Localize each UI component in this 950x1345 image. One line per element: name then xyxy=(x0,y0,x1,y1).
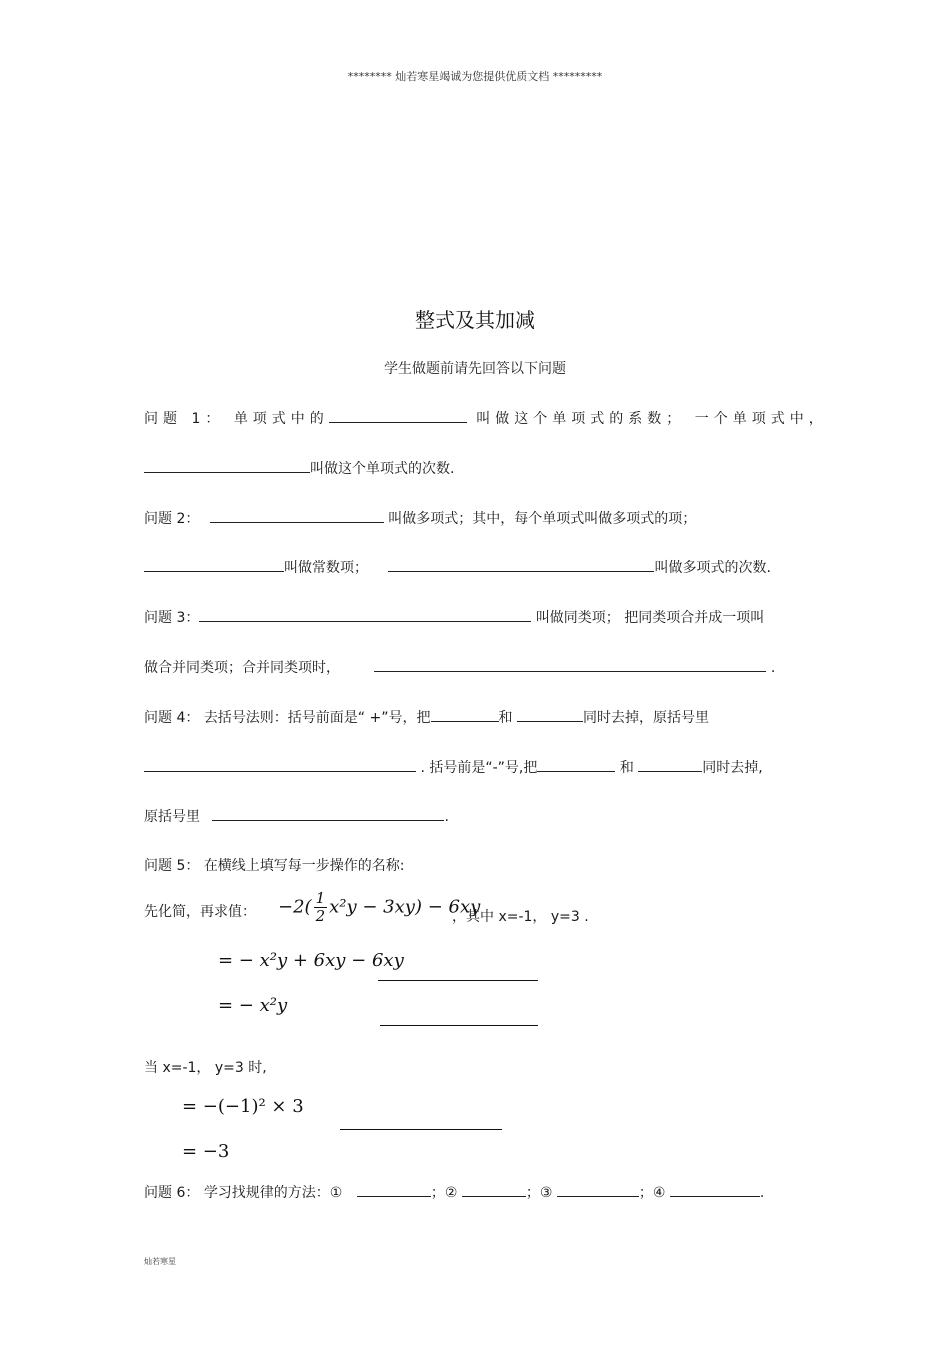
q6-blank-3[interactable] xyxy=(557,1182,639,1197)
q6-label: 问题 6： xyxy=(144,1185,200,1201)
q4-text-e: 和 xyxy=(619,760,634,776)
q5-condition: ，其中 x=-1， y=3 . xyxy=(452,909,589,925)
q5-step-1: = − x²y + 6xy − 6xy xyxy=(218,950,404,971)
q1-text-b: 叫做这个单项式的系数； 一个单项式中， xyxy=(476,411,828,427)
q5-line-1 xyxy=(144,856,405,876)
q6-end: . xyxy=(759,1185,765,1201)
q4-text-d: . 括号前是“-”号,把 xyxy=(420,760,538,776)
q4-text-c: 同时去掉，原括号里 xyxy=(582,710,709,726)
q2-text-c: 叫做多项式的次数. xyxy=(654,560,771,576)
q5-fraction-numerator: 1 xyxy=(315,889,326,907)
q1-line-2 xyxy=(144,458,454,479)
q4-label: 问题 4： xyxy=(144,710,200,726)
q6-sep-3: ；④ xyxy=(638,1185,666,1201)
q6-text-a: 学习找规律的方法：① xyxy=(203,1185,343,1201)
q4-line-3 xyxy=(144,806,449,827)
q2-text-a: 叫做多项式；其中，每个单项式叫做多项式的项； xyxy=(388,511,697,527)
q2-line-1 xyxy=(144,508,696,529)
q4-blank-1[interactable] xyxy=(431,707,499,722)
q2-blank-polynomial[interactable] xyxy=(210,508,384,523)
q1-blank-coefficient[interactable] xyxy=(329,408,467,423)
q6-blank-4[interactable] xyxy=(670,1182,760,1197)
q5-fraction xyxy=(314,890,328,925)
q2-line-2 xyxy=(144,557,771,578)
q2-blank-degree[interactable] xyxy=(388,557,654,572)
q5-expr-tail: x²y − 3xy) − 6xy xyxy=(329,896,481,918)
q2-text-b: 叫做常数项； xyxy=(284,560,368,576)
q5-label: 问题 5： xyxy=(144,858,200,874)
q4-line-2 xyxy=(144,757,763,778)
q3-blank-like-terms[interactable] xyxy=(199,607,531,622)
document-title: 整式及其加减 xyxy=(415,308,535,332)
page-header: ******** 灿若寒星竭诚为您提供优质文档 ********* xyxy=(347,70,603,83)
q4-text-h: . xyxy=(444,809,449,825)
q5-expression xyxy=(278,890,480,925)
q6-blank-1[interactable] xyxy=(357,1182,431,1197)
q5-step-4: = −3 xyxy=(182,1141,230,1162)
q3-line-2 xyxy=(144,657,775,678)
q4-blank-5[interactable] xyxy=(638,757,702,772)
q3-text-a: 叫做同类项； 把同类项合并成一项叫 xyxy=(535,610,765,626)
q5-step-2: = − x²y xyxy=(218,995,288,1016)
q2-blank-constant[interactable] xyxy=(144,557,284,572)
q5-step-3-blank[interactable] xyxy=(340,1129,502,1130)
q4-blank-6[interactable] xyxy=(212,806,444,821)
q6-sep-1: ；② xyxy=(430,1185,458,1201)
q5-expr-head: −2( xyxy=(278,896,312,918)
q5-prompt: 先化简，再求值： xyxy=(144,904,256,920)
q1-text-a: 单项式中的 xyxy=(233,411,329,427)
q5-when: 当 x=-1， y=3 时, xyxy=(144,1060,267,1076)
q5-fraction-denominator: 2 xyxy=(315,907,326,925)
q5-step-2-blank[interactable] xyxy=(380,1025,538,1026)
q5-step-1-blank[interactable] xyxy=(378,980,538,981)
q4-text-g: 原括号里 xyxy=(144,809,200,825)
document-subtitle: 学生做题前请先回答以下问题 xyxy=(384,361,566,377)
q1-line-1 xyxy=(144,408,828,429)
q3-text-b: 做合并同类项；合并同类项时， xyxy=(144,660,340,676)
q6-blank-2[interactable] xyxy=(462,1182,526,1197)
q6-line-1 xyxy=(144,1182,764,1203)
q4-text-f: 同时去掉, xyxy=(702,760,763,776)
q4-text-a: 去括号法则：括号前面是“ +”号，把 xyxy=(203,710,431,726)
q1-blank-degree[interactable] xyxy=(144,458,310,473)
q2-label: 问题 2： xyxy=(144,511,200,527)
q4-blank-4[interactable] xyxy=(537,757,615,772)
q4-blank-3[interactable] xyxy=(144,757,416,772)
q6-sep-2: ；③ xyxy=(525,1185,553,1201)
q1-text-c: 叫做这个单项式的次数. xyxy=(310,461,455,477)
q4-line-1 xyxy=(144,707,709,728)
q5-problem xyxy=(144,902,256,922)
q5-step-3: = −(−1)² × 3 xyxy=(182,1096,304,1117)
q3-label: 问题 3： xyxy=(144,610,200,626)
q3-line-1 xyxy=(144,607,764,628)
q3-blank-combine-rule[interactable] xyxy=(374,657,766,672)
q5-text-a: 在横线上填写每一步操作的名称: xyxy=(203,858,405,874)
q1-label: 问题 1： xyxy=(144,411,225,427)
q4-text-b: 和 xyxy=(498,710,513,726)
q3-text-c: . xyxy=(770,660,776,676)
page-footer: 灿若寒星 xyxy=(144,1257,176,1266)
q4-blank-2[interactable] xyxy=(517,707,583,722)
